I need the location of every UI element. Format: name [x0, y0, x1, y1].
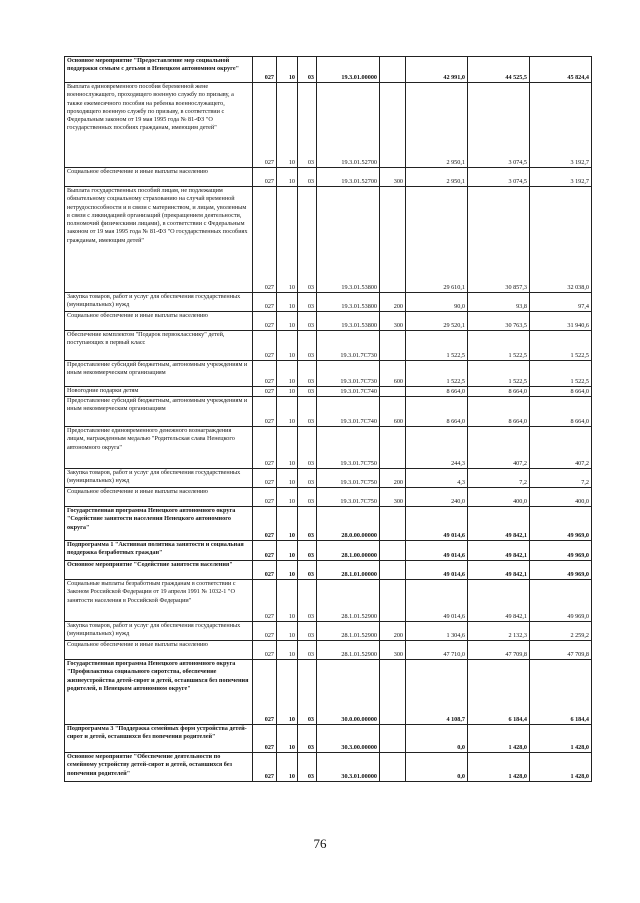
grbs-code: 027: [253, 725, 277, 753]
target-article-code: 28.1.01.52900: [317, 622, 380, 641]
section-code: 10: [277, 641, 298, 660]
section-code: 10: [277, 187, 298, 293]
section-code: 10: [277, 312, 298, 331]
table-row: [65, 168, 592, 187]
expense-type-code: 300: [380, 641, 406, 660]
amount-year-3: 407,2: [530, 427, 592, 469]
grbs-code: 027: [253, 622, 277, 641]
target-article-code: 19.3.01.7С750: [317, 427, 380, 469]
expense-type-code: [380, 507, 406, 541]
expense-type-code: [380, 427, 406, 469]
row-name: Выплата государственных пособий лицам, не подлежащим обязательному социальному страхованию на случай временной нетрудоспособности и в связи с материнством, и лицам, уволенным в связи с ликвидацией организаций (прекращением деятельности, полномочий физическими лицами), в соответствии с Федеральным законом от 19 мая 1995 года № 81-ФЗ "О государственных пособиях гражданам, имеющим детей": [65, 187, 253, 293]
row-name: Основное мероприятие "Предоставление мер социальной поддержки семьям с детьми в Ненецком автономном округе": [65, 57, 253, 83]
row-name: Обеспечение комплектом "Подарок первокласснику" детей, поступающих в первый класс: [65, 331, 253, 361]
subsection-code: 03: [298, 753, 317, 782]
amount-year-2: 1 428,0: [468, 725, 530, 753]
target-article-code: 19.3.01.53800: [317, 293, 380, 312]
grbs-code: 027: [253, 580, 277, 622]
budget-table-page: [64, 56, 591, 782]
section-code: 10: [277, 83, 298, 168]
section-code: 10: [277, 387, 298, 397]
section-code: 10: [277, 427, 298, 469]
amount-year-1: 90,0: [406, 293, 468, 312]
expense-type-code: 200: [380, 622, 406, 641]
target-article-code: 30.3.00.00000: [317, 725, 380, 753]
section-code: 10: [277, 488, 298, 507]
amount-year-2: 47 709,8: [468, 641, 530, 660]
grbs-code: 027: [253, 83, 277, 168]
expense-type-code: 300: [380, 168, 406, 187]
table-row: [65, 427, 592, 469]
row-name: Государственная программа Ненецкого автономного округа "Профилактика социального сиротства, обеспечение жизнеустройства детей-сирот и детей, оставшихся без попечения родителей, в Ненецком автономном округе": [65, 660, 253, 725]
expense-type-code: 300: [380, 488, 406, 507]
subsection-code: 03: [298, 541, 317, 561]
section-code: 10: [277, 660, 298, 725]
row-name: Закупка товаров, работ и услуг для обеспечения государственных (муниципальных) нужд: [65, 469, 253, 488]
amount-year-2: 1 428,0: [468, 753, 530, 782]
amount-year-1: 240,0: [406, 488, 468, 507]
amount-year-3: 47 709,8: [530, 641, 592, 660]
table-row: [65, 312, 592, 331]
amount-year-1: 8 664,0: [406, 397, 468, 427]
amount-year-2: 30 763,5: [468, 312, 530, 331]
table-row: [65, 83, 592, 168]
amount-year-2: 49 842,1: [468, 561, 530, 580]
expense-type-code: [380, 331, 406, 361]
table-row: [65, 361, 592, 387]
subsection-code: 03: [298, 57, 317, 83]
table-row: [65, 293, 592, 312]
grbs-code: 027: [253, 312, 277, 331]
subsection-code: 03: [298, 641, 317, 660]
amount-year-2: 49 842,1: [468, 507, 530, 541]
amount-year-1: 8 664,0: [406, 387, 468, 397]
section-code: 10: [277, 57, 298, 83]
subsection-code: 03: [298, 580, 317, 622]
table-row: [65, 507, 592, 541]
subsection-code: 03: [298, 293, 317, 312]
amount-year-3: 45 824,4: [530, 57, 592, 83]
amount-year-3: 1 428,0: [530, 753, 592, 782]
section-code: 10: [277, 331, 298, 361]
grbs-code: 027: [253, 660, 277, 725]
target-article-code: 19.3.01.52700: [317, 83, 380, 168]
amount-year-2: 49 842,1: [468, 541, 530, 561]
expense-type-code: 600: [380, 361, 406, 387]
grbs-code: 027: [253, 561, 277, 580]
grbs-code: 027: [253, 57, 277, 83]
row-name: Подпрограмма 1 "Активная политика занятости и социальная поддержка безработных граждан": [65, 541, 253, 561]
subsection-code: 03: [298, 488, 317, 507]
page-number: 76: [313, 836, 327, 851]
amount-year-1: 244,3: [406, 427, 468, 469]
subsection-code: 03: [298, 83, 317, 168]
target-article-code: 19.3.01.7С740: [317, 387, 380, 397]
amount-year-2: 3 074,5: [468, 83, 530, 168]
expense-type-code: [380, 561, 406, 580]
section-code: 10: [277, 622, 298, 641]
amount-year-2: 49 842,1: [468, 580, 530, 622]
grbs-code: 027: [253, 361, 277, 387]
subsection-code: 03: [298, 622, 317, 641]
grbs-code: 027: [253, 387, 277, 397]
table-row: [65, 561, 592, 580]
amount-year-1: 1 522,5: [406, 361, 468, 387]
section-code: 10: [277, 725, 298, 753]
target-article-code: 19.3.01.7С750: [317, 469, 380, 488]
amount-year-2: 2 132,3: [468, 622, 530, 641]
table-row: [65, 641, 592, 660]
amount-year-3: 97,4: [530, 293, 592, 312]
amount-year-3: 31 940,6: [530, 312, 592, 331]
amount-year-2: 1 522,5: [468, 331, 530, 361]
row-name: Социальное обеспечение и иные выплаты населению: [65, 312, 253, 331]
target-article-code: 19.3.01.7С730: [317, 331, 380, 361]
target-article-code: 28.1.01.52900: [317, 580, 380, 622]
amount-year-1: 49 014,6: [406, 507, 468, 541]
row-name: Закупка товаров, работ и услуг для обеспечения государственных (муниципальных) нужд: [65, 293, 253, 312]
subsection-code: 03: [298, 312, 317, 331]
row-name: Выплата единовременного пособия беременной жене военнослужащего, проходящего военную службу по призыву, а также ежемесячного пособия на ребенка военнослужащего, проходящего военную службу по призыву, в соответствии с Федеральным законом от 19 мая 1995 года № 81-ФЗ "О государственных пособиях гражданам, имеющим детей": [65, 83, 253, 168]
subsection-code: 03: [298, 168, 317, 187]
grbs-code: 027: [253, 427, 277, 469]
expense-type-code: 600: [380, 397, 406, 427]
subsection-code: 03: [298, 561, 317, 580]
amount-year-2: 93,8: [468, 293, 530, 312]
table-row: [65, 469, 592, 488]
target-article-code: 28.1.00.00000: [317, 541, 380, 561]
grbs-code: 027: [253, 331, 277, 361]
expense-type-code: [380, 580, 406, 622]
target-article-code: 19.3.01.00000: [317, 57, 380, 83]
row-name: Государственная программа Ненецкого автономного округа "Содействие занятости населения Ненецкого автономного округа": [65, 507, 253, 541]
table-row: [65, 660, 592, 725]
amount-year-3: 1 428,0: [530, 725, 592, 753]
row-name: Подпрограмма 3 "Поддержка семейных форм устройства детей-сирот и детей, оставшихся без попечения родителей": [65, 725, 253, 753]
section-code: 10: [277, 168, 298, 187]
target-article-code: 19.3.01.7С730: [317, 361, 380, 387]
target-article-code: 30.3.01.00000: [317, 753, 380, 782]
subsection-code: 03: [298, 397, 317, 427]
row-name: Социальное обеспечение и иные выплаты населению: [65, 488, 253, 507]
expense-type-code: 200: [380, 293, 406, 312]
amount-year-3: 2 259,2: [530, 622, 592, 641]
grbs-code: 027: [253, 641, 277, 660]
target-article-code: 28.1.01.00000: [317, 561, 380, 580]
table-body: [65, 57, 592, 782]
amount-year-1: 0,0: [406, 725, 468, 753]
expense-type-code: [380, 541, 406, 561]
expense-type-code: [380, 387, 406, 397]
target-article-code: 19.3.01.53800: [317, 187, 380, 293]
amount-year-1: 49 014,6: [406, 580, 468, 622]
amount-year-3: 400,0: [530, 488, 592, 507]
target-article-code: 28.0.00.00000: [317, 507, 380, 541]
subsection-code: 03: [298, 387, 317, 397]
amount-year-3: 1 522,5: [530, 331, 592, 361]
row-name: Предоставление субсидий бюджетным, автономным учреждениям и иным некоммерческим организациям: [65, 397, 253, 427]
section-code: 10: [277, 561, 298, 580]
grbs-code: 027: [253, 168, 277, 187]
amount-year-3: 3 192,7: [530, 83, 592, 168]
row-name: Основное мероприятие "Обеспечение деятельности по семейному устройству детей-сирот и детей, оставшихся без попечения родителей": [65, 753, 253, 782]
amount-year-2: 44 525,5: [468, 57, 530, 83]
grbs-code: 027: [253, 397, 277, 427]
subsection-code: 03: [298, 725, 317, 753]
section-code: 10: [277, 361, 298, 387]
grbs-code: 027: [253, 488, 277, 507]
row-name: Социальные выплаты безработным гражданам в соответствии с Законом Российской Федерации от 19 апреля 1991 № 1032-1 "О занятости населения в Российской Федерации": [65, 580, 253, 622]
amount-year-3: 8 664,0: [530, 397, 592, 427]
section-code: 10: [277, 469, 298, 488]
amount-year-1: 4 108,7: [406, 660, 468, 725]
amount-year-3: 32 038,0: [530, 187, 592, 293]
table-row: [65, 397, 592, 427]
row-name: Основное мероприятие "Содействие занятости населения": [65, 561, 253, 580]
grbs-code: 027: [253, 469, 277, 488]
table-row: [65, 488, 592, 507]
grbs-code: 027: [253, 541, 277, 561]
amount-year-1: 42 991,0: [406, 57, 468, 83]
section-code: 10: [277, 541, 298, 561]
table-row: [65, 725, 592, 753]
row-name: Социальное обеспечение и иные выплаты населению: [65, 641, 253, 660]
amount-year-3: 3 192,7: [530, 168, 592, 187]
section-code: 10: [277, 753, 298, 782]
grbs-code: 027: [253, 187, 277, 293]
amount-year-2: 400,0: [468, 488, 530, 507]
amount-year-3: 1 522,5: [530, 361, 592, 387]
amount-year-2: 30 857,3: [468, 187, 530, 293]
amount-year-1: 1 304,6: [406, 622, 468, 641]
amount-year-3: 49 969,0: [530, 507, 592, 541]
target-article-code: 19.3.01.52700: [317, 168, 380, 187]
expense-type-code: [380, 753, 406, 782]
amount-year-2: 407,2: [468, 427, 530, 469]
table-row: [65, 331, 592, 361]
subsection-code: 03: [298, 361, 317, 387]
amount-year-1: 4,3: [406, 469, 468, 488]
row-name: Предоставление субсидий бюджетным, автономным учреждениям и иным некоммерческим организациям: [65, 361, 253, 387]
amount-year-2: 8 664,0: [468, 397, 530, 427]
target-article-code: 30.0.00.00000: [317, 660, 380, 725]
amount-year-1: 29 520,1: [406, 312, 468, 331]
amount-year-3: 49 969,0: [530, 580, 592, 622]
expense-type-code: 200: [380, 469, 406, 488]
target-article-code: 28.1.01.52900: [317, 641, 380, 660]
subsection-code: 03: [298, 187, 317, 293]
table-row: [65, 622, 592, 641]
section-code: 10: [277, 293, 298, 312]
amount-year-1: 49 014,6: [406, 541, 468, 561]
subsection-code: 03: [298, 427, 317, 469]
table-row: [65, 57, 592, 83]
amount-year-2: 3 074,5: [468, 168, 530, 187]
target-article-code: 19.3.01.7С750: [317, 488, 380, 507]
subsection-code: 03: [298, 331, 317, 361]
section-code: 10: [277, 507, 298, 541]
row-name: Закупка товаров, работ и услуг для обеспечения государственных (муниципальных) нужд: [65, 622, 253, 641]
amount-year-3: 49 969,0: [530, 561, 592, 580]
amount-year-2: 7,2: [468, 469, 530, 488]
expense-type-code: 300: [380, 312, 406, 331]
expense-type-code: [380, 57, 406, 83]
table-row: [65, 187, 592, 293]
amount-year-3: 49 969,0: [530, 541, 592, 561]
target-article-code: 19.3.01.7С740: [317, 397, 380, 427]
subsection-code: 03: [298, 507, 317, 541]
amount-year-1: 2 950,1: [406, 83, 468, 168]
table-row: [65, 580, 592, 622]
amount-year-3: 8 664,0: [530, 387, 592, 397]
expense-type-code: [380, 83, 406, 168]
grbs-code: 027: [253, 507, 277, 541]
amount-year-1: 29 610,1: [406, 187, 468, 293]
row-name: Социальное обеспечение и иные выплаты населению: [65, 168, 253, 187]
amount-year-2: 1 522,5: [468, 361, 530, 387]
table-row: [65, 541, 592, 561]
expense-type-code: [380, 660, 406, 725]
amount-year-2: 8 664,0: [468, 387, 530, 397]
amount-year-1: 2 950,1: [406, 168, 468, 187]
amount-year-1: 1 522,5: [406, 331, 468, 361]
section-code: 10: [277, 397, 298, 427]
target-article-code: 19.3.01.53800: [317, 312, 380, 331]
amount-year-2: 6 184,4: [468, 660, 530, 725]
table-row: [65, 387, 592, 397]
table-row: [65, 753, 592, 782]
row-name: Новогодние подарки детям: [65, 387, 253, 397]
amount-year-1: 0,0: [406, 753, 468, 782]
amount-year-3: 6 184,4: [530, 660, 592, 725]
amount-year-1: 47 710,0: [406, 641, 468, 660]
expense-type-code: [380, 187, 406, 293]
expense-type-code: [380, 725, 406, 753]
section-code: 10: [277, 580, 298, 622]
grbs-code: 027: [253, 293, 277, 312]
row-name: Предоставление единовременного денежного вознаграждения лицам, награжденным медалью "Родительская слава Ненецкого автономного округа": [65, 427, 253, 469]
amount-year-1: 49 014,6: [406, 561, 468, 580]
subsection-code: 03: [298, 660, 317, 725]
amount-year-3: 7,2: [530, 469, 592, 488]
grbs-code: 027: [253, 753, 277, 782]
budget-table: [64, 56, 592, 782]
subsection-code: 03: [298, 469, 317, 488]
